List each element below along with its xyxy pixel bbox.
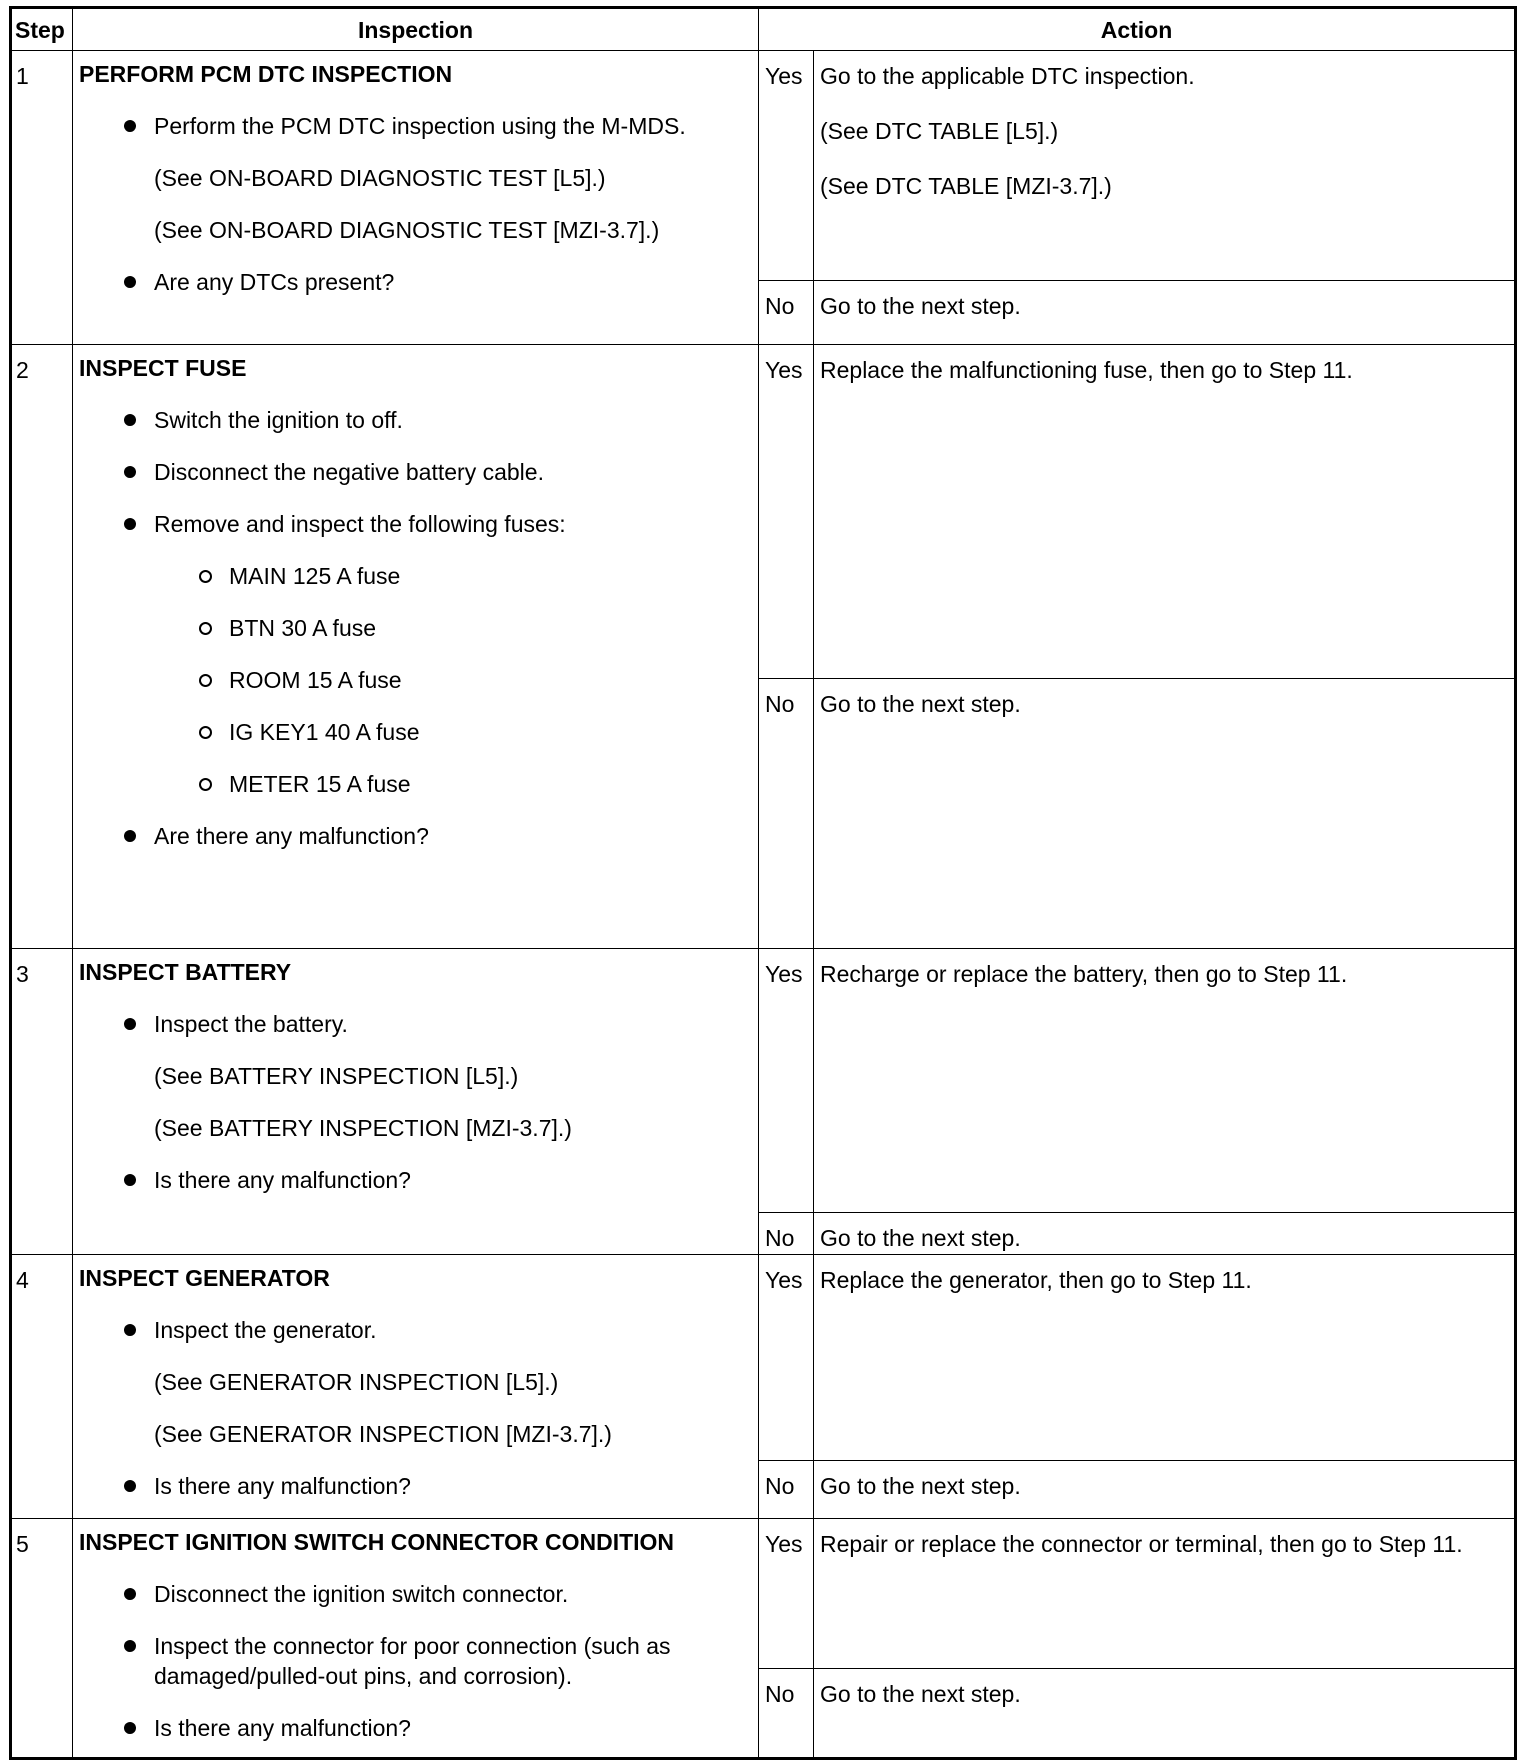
item-text: IG KEY1 40 A fuse [229, 719, 420, 745]
circle-bullet-icon [199, 570, 212, 583]
inspection-cell [73, 1255, 759, 1519]
no-action [814, 679, 1516, 949]
circle-bullet-icon [199, 726, 212, 739]
item-text: Inspect the generator. [154, 1317, 377, 1343]
step-number: 5 [11, 1519, 73, 1759]
no-label: No [759, 1213, 814, 1255]
step-title: PERFORM PCM DTC INSPECTION [79, 61, 453, 87]
sub-bullet-item [79, 717, 752, 747]
table-row [11, 51, 1516, 281]
item-text: (See BATTERY INSPECTION [MZI-3.7].) [154, 1115, 572, 1141]
table-row [11, 949, 1516, 1213]
item-text: Perform the PCM DTC inspection using the M-MDS. [154, 113, 686, 139]
item-text: MAIN 125 A fuse [229, 563, 401, 589]
bullet-icon [124, 414, 136, 426]
yes-label: Yes [759, 345, 814, 679]
item-text: (See ON-BOARD DIAGNOSTIC TEST [MZI-3.7].) [154, 217, 660, 243]
action-text: Go to the next step. [820, 293, 1021, 319]
bullet-item [79, 457, 752, 487]
action-text: (See DTC TABLE [MZI-3.7].) [820, 173, 1112, 199]
step-number: 3 [11, 949, 73, 1255]
yes-action [814, 949, 1516, 1213]
bullet-icon [124, 120, 136, 132]
reference-note [79, 1113, 752, 1143]
bullet-item [79, 821, 752, 851]
bullet-item [79, 1471, 752, 1501]
inspection-cell [73, 345, 759, 949]
reference-note [79, 1419, 752, 1449]
bullet-icon [124, 830, 136, 842]
item-text: Is there any malfunction? [154, 1473, 411, 1499]
action-text: Go to the next step. [820, 1473, 1021, 1499]
action-text: Repair or replace the connector or terminal, then go to Step 11. [820, 1531, 1463, 1557]
no-action [814, 1669, 1516, 1759]
item-text: Disconnect the ignition switch connector. [154, 1581, 569, 1607]
action-text: Go to the applicable DTC inspection. [820, 63, 1195, 89]
circle-bullet-icon [199, 778, 212, 791]
table-row [11, 1255, 1516, 1461]
step-title: INSPECT GENERATOR [79, 1265, 330, 1291]
bullet-icon [124, 1018, 136, 1030]
item-text: Disconnect the negative battery cable. [154, 459, 544, 485]
step-number: 2 [11, 345, 73, 949]
bullet-icon [124, 518, 136, 530]
no-action [814, 281, 1516, 345]
bullet-icon [124, 276, 136, 288]
no-action [814, 1461, 1516, 1519]
item-text: Is there any malfunction? [154, 1167, 411, 1193]
inspection-table [9, 6, 1517, 1760]
inspection-cell [73, 949, 759, 1255]
no-label: No [759, 1669, 814, 1759]
item-text: Is there any malfunction? [154, 1715, 411, 1741]
action-text: Go to the next step. [820, 691, 1021, 717]
bullet-item [79, 267, 752, 297]
no-label: No [759, 281, 814, 345]
item-text: Remove and inspect the following fuses: [154, 511, 566, 537]
step-title: INSPECT IGNITION SWITCH CONNECTOR CONDITION [79, 1529, 675, 1555]
yes-action [814, 51, 1516, 281]
bullet-icon [124, 1174, 136, 1186]
table-body [11, 51, 1516, 1759]
no-label: No [759, 1461, 814, 1519]
step-title: INSPECT BATTERY [79, 959, 292, 985]
yes-label: Yes [759, 1519, 814, 1669]
yes-label: Yes [759, 51, 814, 281]
inspection-cell [73, 1519, 759, 1759]
yes-action [814, 1519, 1516, 1669]
header-row [11, 8, 1516, 51]
table-row [11, 1519, 1516, 1669]
item-text: (See BATTERY INSPECTION [L5].) [154, 1063, 519, 1089]
item-text: (See GENERATOR INSPECTION [MZI-3.7].) [154, 1421, 612, 1447]
item-text: ROOM 15 A fuse [229, 667, 402, 693]
action-text: Go to the next step. [820, 1681, 1021, 1707]
bullet-item [79, 111, 752, 141]
yes-label: Yes [759, 949, 814, 1213]
no-label: No [759, 679, 814, 949]
bullet-item [79, 1579, 752, 1609]
bullet-icon [124, 1324, 136, 1336]
step-number: 1 [11, 51, 73, 345]
action-text: (See DTC TABLE [L5].) [820, 118, 1059, 144]
bullet-item [79, 1165, 752, 1195]
item-text: Switch the ignition to off. [154, 407, 403, 433]
item-text: (See GENERATOR INSPECTION [L5].) [154, 1369, 559, 1395]
bullet-item [79, 1631, 752, 1691]
bullet-icon [124, 1640, 136, 1652]
item-text: Inspect the battery. [154, 1011, 348, 1037]
item-text: METER 15 A fuse [229, 771, 411, 797]
header-action: Action [759, 8, 1516, 51]
action-text: Recharge or replace the battery, then go to Step 11. [820, 961, 1348, 987]
bullet-item [79, 1713, 752, 1743]
item-text: (See ON-BOARD DIAGNOSTIC TEST [L5].) [154, 165, 606, 191]
yes-action [814, 345, 1516, 679]
reference-note [79, 163, 752, 193]
bullet-item [79, 1009, 752, 1039]
action-text: Replace the generator, then go to Step 11. [820, 1267, 1252, 1293]
step-title: INSPECT FUSE [79, 355, 247, 381]
reference-note [79, 1367, 752, 1397]
sub-bullet-item [79, 769, 752, 799]
bullet-item [79, 405, 752, 435]
yes-label: Yes [759, 1255, 814, 1461]
header-inspection: Inspection [73, 8, 759, 51]
item-text: BTN 30 A fuse [229, 615, 377, 641]
sub-bullet-item [79, 613, 752, 643]
sub-bullet-item [79, 665, 752, 695]
bullet-item [79, 1315, 752, 1345]
item-text: Are any DTCs present? [154, 269, 395, 295]
bullet-icon [124, 1480, 136, 1492]
action-text: Replace the malfunctioning fuse, then go to Step 11. [820, 357, 1353, 383]
bullet-item [79, 509, 752, 539]
header-step: Step [11, 8, 73, 51]
table-row [11, 345, 1516, 679]
document-page [9, 6, 1514, 1760]
bullet-icon [124, 1588, 136, 1600]
step-number: 4 [11, 1255, 73, 1519]
inspection-cell [73, 51, 759, 345]
action-text: Go to the next step. [820, 1225, 1021, 1251]
reference-note [79, 215, 752, 245]
bullet-icon [124, 1722, 136, 1734]
circle-bullet-icon [199, 674, 212, 687]
circle-bullet-icon [199, 622, 212, 635]
no-action [814, 1213, 1516, 1255]
reference-note [79, 1061, 752, 1091]
item-text: Are there any malfunction? [154, 823, 429, 849]
sub-bullet-item [79, 561, 752, 591]
item-text: Inspect the connector for poor connection (such as damaged/pulled-out pins, and corrosion). [154, 1633, 671, 1689]
yes-action [814, 1255, 1516, 1461]
bullet-icon [124, 466, 136, 478]
